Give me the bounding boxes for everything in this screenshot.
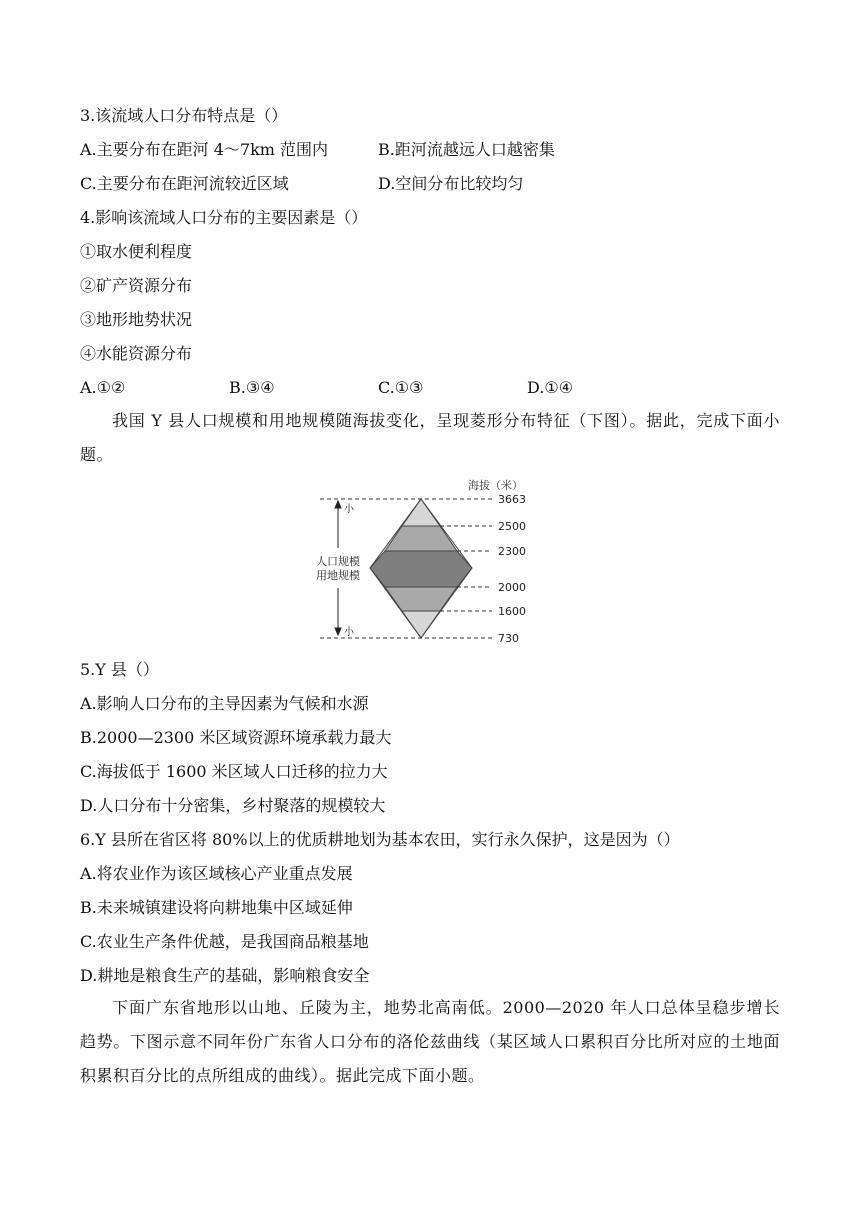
- q4-option-b: B.③④: [229, 378, 275, 397]
- top-small-label: 小: [344, 504, 354, 515]
- left-arrows: [335, 501, 341, 635]
- q3-option-d: D.空间分布比较均匀: [378, 174, 524, 193]
- level-label-2000: 2000: [498, 581, 526, 594]
- q4-item-3: ③地形地势状况: [80, 310, 193, 329]
- level-label-2300: 2300: [498, 545, 526, 558]
- band-730-1600: [402, 611, 440, 638]
- intro-y-county: 我国 Y 县人口规模和用地规模随海拔变化，呈现菱形分布特征（下图）。据此，完成下面小题。: [80, 411, 780, 464]
- band-2300-2500: [385, 526, 457, 551]
- band-1600-2000: [385, 587, 457, 611]
- level-label-2500: 2500: [498, 520, 526, 533]
- q6-option-d: D.耕地是粮食生产的基础，影响粮食安全: [80, 966, 370, 985]
- q5-option-a: A.影响人口分布的主导因素为气候和水源: [80, 694, 369, 713]
- axis-title: 海拔（米）: [468, 479, 523, 492]
- left-label-land: 用地规模: [316, 569, 360, 582]
- q6-stem: 6.Y 县所在省区将 80%以上的优质耕地划为基本农田，实行永久保护，这是因为（）: [80, 830, 680, 849]
- level-label-3663: 3663: [498, 493, 526, 506]
- level-label-1600: 1600: [498, 605, 526, 618]
- bottom-small-label: 小: [344, 627, 354, 638]
- q6-option-a: A.将农业作为该区域核心产业重点发展: [80, 864, 353, 883]
- q3-option-c: C.主要分布在距河流较近区域: [80, 174, 289, 193]
- q3-option-b: B.距河流越远人口越密集: [378, 140, 555, 159]
- arrow-up-head: [335, 501, 341, 508]
- q4-item-4: ④水能资源分布: [80, 344, 193, 363]
- q4-item-2: ②矿产资源分布: [80, 276, 193, 295]
- level-label-730: 730: [498, 632, 519, 645]
- q4-option-c: C.①③: [378, 378, 424, 397]
- band-2500-3663: [402, 499, 440, 526]
- q6-option-b: B.未来城镇建设将向耕地集中区域延伸: [80, 898, 353, 917]
- arrow-down-head: [335, 628, 341, 635]
- q6-option-c: C.农业生产条件优越，是我国商品粮基地: [80, 932, 369, 951]
- q3-option-a: A.主要分布在距河 4～7km 范围内: [80, 140, 329, 159]
- intro-guangdong: 下面广东省地形以山地、丘陵为主，地势北高南低。2000—2020 年人口总体呈稳步增长趋势。下图示意不同年份广东省人口分布的洛伦兹曲线（某区域人口累积百分比所对应的土地面积累积百分比的点所组成的曲线）。据此完成下面小题。: [80, 998, 780, 1085]
- q4-option-d: D.①④: [527, 378, 574, 397]
- altitude-diamond-figure: [300, 472, 560, 652]
- q3-stem: 3.该流域人口分布特点是（）: [80, 106, 288, 125]
- left-label-population: 人口规模: [316, 555, 360, 568]
- q5-option-d: D.人口分布十分密集，乡村聚落的规模较大: [80, 796, 386, 815]
- q4-item-1: ①取水便利程度: [80, 242, 193, 261]
- q5-stem: 5.Y 县（）: [80, 660, 159, 679]
- q4-option-a: A.①②: [80, 378, 126, 397]
- q5-option-b: B.2000—2300 米区域资源环境承载力最大: [80, 728, 392, 747]
- band-2000-2300: [370, 551, 472, 587]
- q5-option-c: C.海拔低于 1600 米区域人口迁移的拉力大: [80, 762, 388, 781]
- q4-stem: 4.影响该流域人口分布的主要因素是（）: [80, 208, 368, 227]
